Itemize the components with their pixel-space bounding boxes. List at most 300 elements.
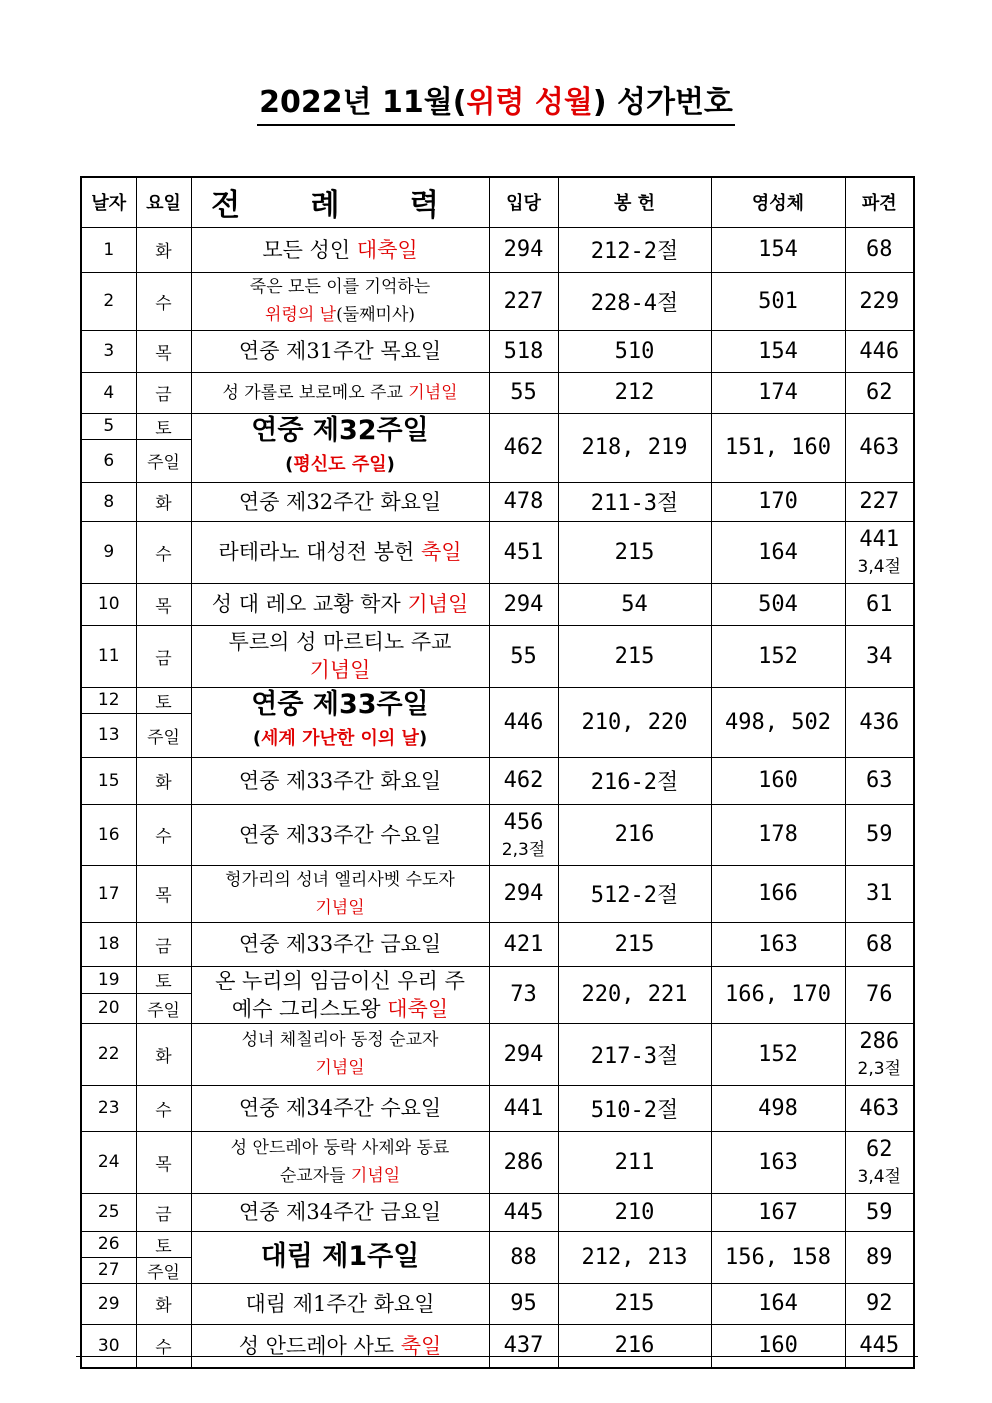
hymn-number: 501 [758, 288, 798, 314]
offertory-hymn-cell [558, 687, 711, 757]
title-suffix: ) 성가번호 [592, 85, 733, 120]
liturgy-name: 연중 제33주일 [251, 689, 429, 720]
hymn-schedule-table [80, 176, 915, 1369]
liturgy-name: 연중 제33주간 수요일 [238, 822, 442, 847]
entrance-hymn-cell [489, 966, 558, 1023]
table-row [81, 1231, 914, 1257]
recessional-hymn-cell [845, 687, 914, 757]
date-cell: 30 [81, 1324, 136, 1368]
liturgy-rank: 기념일 [309, 658, 371, 682]
sunday-subtitle-part: ( [252, 728, 262, 749]
communion-hymn-cell [711, 482, 845, 521]
hymn-number: 154 [758, 338, 798, 364]
liturgy-name: 헝가리의 성녀 엘리사벳 수도자 [225, 869, 455, 890]
liturgy-name-line2 [192, 656, 489, 684]
hymn-number: 154 [758, 237, 798, 262]
entrance-hymn-cell [489, 687, 558, 757]
hymn-number: 510 [614, 338, 655, 364]
day-of-week-cell: 주일 [136, 713, 191, 757]
sunday-subtitle-part: ) [386, 453, 395, 475]
entrance-hymn-cell [489, 372, 558, 413]
liturgy-name-cell [191, 1324, 489, 1368]
date-cell: 3 [81, 330, 136, 372]
page-title [0, 84, 992, 126]
hymn-number: 62 [866, 1137, 893, 1162]
bottom-rule [76, 1356, 918, 1357]
entrance-hymn-cell [489, 583, 558, 625]
offertory-hymn-cell [558, 625, 711, 687]
hymn-number: 212 [614, 380, 655, 405]
hymn-number: 227 [859, 489, 900, 514]
recessional-hymn-cell [845, 272, 914, 330]
offertory-hymn-cell [558, 372, 711, 413]
hymn-number: 163 [758, 1149, 798, 1175]
offertory-hymn-cell [558, 804, 711, 865]
header-offertory: 봉 헌 [558, 177, 711, 227]
sunday-subtitle-part: ( [285, 453, 294, 475]
day-of-week-cell: 목 [136, 583, 191, 625]
date-cell: 17 [81, 865, 136, 922]
header-date: 날자 [81, 177, 136, 227]
liturgy-name-cell [191, 1131, 489, 1193]
hymn-number: 294 [503, 881, 544, 906]
day-of-week-cell: 주일 [136, 1257, 191, 1283]
table-row [81, 1085, 914, 1131]
liturgy-name: 온 누리의 임금이신 우리 주 [215, 968, 465, 993]
date-cell: 24 [81, 1131, 136, 1193]
hymn-number: 61 [866, 591, 893, 617]
liturgy-name: 모든 성인 [262, 237, 357, 262]
liturgy-name-cont: 예수 그리스도왕 [231, 996, 388, 1021]
hymn-number: 170 [758, 489, 798, 514]
liturgy-name: 연중 제32주간 화요일 [238, 489, 442, 514]
table-row [81, 865, 914, 922]
hymn-number: 463 [859, 435, 900, 460]
date-cell: 12 [81, 687, 136, 713]
verse-note: 2,3절 [857, 1059, 901, 1079]
hymn-number: 68 [866, 931, 893, 957]
hymn-number: 95 [510, 1291, 537, 1316]
day-of-week-cell: 목 [136, 865, 191, 922]
hymn-number: 211 [614, 1149, 655, 1175]
entrance-hymn-cell [489, 272, 558, 330]
recessional-hymn-cell [845, 413, 914, 482]
communion-hymn-cell [711, 966, 845, 1023]
liturgy-name-cell [191, 1193, 489, 1231]
date-cell: 16 [81, 804, 136, 865]
day-of-week-cell: 주일 [136, 993, 191, 1023]
liturgy-name: 연중 제34주간 수요일 [238, 1096, 442, 1120]
entrance-hymn-cell [489, 330, 558, 372]
hymn-number: 498, 502 [725, 709, 831, 735]
communion-hymn-cell [711, 521, 845, 583]
communion-hymn-cell [711, 227, 845, 272]
hymn-number: 441 [859, 527, 900, 552]
communion-hymn-cell [711, 583, 845, 625]
liturgy-name: 성 가롤로 보로메오 주교 [222, 382, 409, 403]
table-row [81, 413, 914, 439]
communion-hymn-cell [711, 1231, 845, 1283]
liturgy-name: 연중 제31주간 목요일 [238, 339, 442, 363]
sunday-subtitle-part: 세계 가난한 이의 날 [261, 728, 419, 749]
hymn-number: 167 [758, 1199, 798, 1225]
table-row [81, 1023, 914, 1085]
date-cell: 5 [81, 413, 136, 439]
communion-hymn-cell [711, 1324, 845, 1368]
liturgy-name-cell [191, 804, 489, 865]
liturgy-name: 성녀 체칠리아 동정 순교자 [241, 1030, 439, 1050]
entrance-hymn-cell [489, 1023, 558, 1085]
date-cell: 19 [81, 966, 136, 993]
header-row [81, 177, 914, 227]
header-dow: 요일 [136, 177, 191, 227]
title-red: 위령 성월 [466, 85, 593, 120]
offertory-hymn-cell [558, 966, 711, 1023]
table-row [81, 583, 914, 625]
date-cell: 23 [81, 1085, 136, 1131]
entrance-hymn-cell [489, 865, 558, 922]
liturgy-rank: 대축일 [356, 237, 418, 262]
liturgy-rank: 기념일 [315, 1058, 365, 1078]
hymn-number: 446 [503, 709, 544, 735]
liturgy-name: 투르의 성 마르티노 주교 [228, 630, 452, 654]
hymn-number: 218, 219 [581, 435, 688, 460]
date-cell: 13 [81, 713, 136, 757]
offertory-hymn-cell [558, 757, 711, 804]
table-row [81, 227, 914, 272]
date-cell: 20 [81, 993, 136, 1023]
offertory-hymn-cell [558, 272, 711, 330]
day-of-week-cell: 화 [136, 757, 191, 804]
hymn-number: 227 [503, 288, 544, 314]
hymn-number: 92 [866, 1291, 893, 1316]
date-cell: 29 [81, 1283, 136, 1324]
recessional-hymn-cell [845, 1023, 914, 1085]
offertory-hymn-cell [558, 482, 711, 521]
title-prefix: 2022년 11월( [259, 85, 467, 120]
liturgy-name: 성 대 레오 교황 학자 [211, 592, 408, 616]
recessional-hymn-cell [845, 372, 914, 413]
communion-hymn-cell [711, 1193, 845, 1231]
day-of-week-cell: 화 [136, 1283, 191, 1324]
date-cell: 26 [81, 1231, 136, 1257]
day-of-week-cell: 금 [136, 372, 191, 413]
hymn-number: 229 [859, 288, 900, 314]
hymn-number: 210, 220 [581, 709, 688, 735]
date-cell: 9 [81, 521, 136, 583]
entrance-hymn-cell [489, 625, 558, 687]
liturgy-name-cell [191, 227, 489, 272]
communion-hymn-cell [711, 1085, 845, 1131]
date-cell: 2 [81, 272, 136, 330]
hymn-number: 152 [758, 643, 798, 669]
day-of-week-cell: 목 [136, 1131, 191, 1193]
header-calendar: 전 례 력 [191, 177, 489, 227]
communion-hymn-cell [711, 804, 845, 865]
liturgy-rank: 대축일 [387, 996, 449, 1021]
date-cell: 10 [81, 583, 136, 625]
date-cell: 1 [81, 227, 136, 272]
liturgy-name: 성 안드레아 사도 [238, 1333, 401, 1358]
day-of-week-cell: 금 [136, 922, 191, 966]
hymn-number: 437 [503, 1333, 544, 1359]
day-of-week-cell: 화 [136, 1023, 191, 1085]
entrance-hymn-cell [489, 1231, 558, 1283]
hymn-number: 212, 213 [581, 1244, 688, 1270]
offertory-hymn-cell [558, 1131, 711, 1193]
hymn-number: 217-3절 [590, 1043, 679, 1069]
date-cell: 18 [81, 922, 136, 966]
entrance-hymn-cell [489, 1131, 558, 1193]
offertory-hymn-cell [558, 1231, 711, 1283]
hymn-number: 215 [614, 643, 655, 669]
hymn-number: 462 [503, 435, 544, 460]
hymn-number: 212-2절 [590, 239, 679, 264]
hymn-number: 512-2절 [590, 883, 679, 908]
liturgy-rank: 축일 [421, 540, 462, 564]
recessional-hymn-cell [845, 1193, 914, 1231]
header-communion: 영성체 [711, 177, 845, 227]
offertory-hymn-cell [558, 1023, 711, 1085]
entrance-hymn-cell [489, 1193, 558, 1231]
date-cell: 11 [81, 625, 136, 687]
communion-hymn-cell [711, 687, 845, 757]
day-of-week-cell: 수 [136, 521, 191, 583]
hymn-number: 68 [866, 237, 893, 262]
communion-hymn-cell [711, 922, 845, 966]
table-row [81, 1193, 914, 1231]
recessional-hymn-cell [845, 330, 914, 372]
liturgy-name: 연중 제33주간 화요일 [238, 768, 442, 793]
date-cell: 4 [81, 372, 136, 413]
hymn-number: 456 [503, 809, 544, 835]
communion-hymn-cell [711, 1131, 845, 1193]
hymn-number: 166, 170 [725, 982, 831, 1007]
liturgy-name-cell [191, 687, 489, 757]
table-row [81, 330, 914, 372]
liturgy-name: 연중 제32주일 [251, 414, 429, 446]
table-row [81, 272, 914, 330]
liturgy-rank: 기념일 [315, 897, 365, 918]
entrance-hymn-cell [489, 804, 558, 865]
liturgy-name: 연중 제34주간 금요일 [238, 1200, 442, 1224]
hymn-number: 294 [503, 237, 544, 262]
offertory-hymn-cell [558, 1193, 711, 1231]
hymn-number: 498 [758, 1095, 798, 1121]
header-entrance: 입당 [489, 177, 558, 227]
table-row [81, 966, 914, 993]
communion-hymn-cell [711, 372, 845, 413]
communion-hymn-cell [711, 413, 845, 482]
offertory-hymn-cell [558, 1324, 711, 1368]
hymn-number: 286 [503, 1149, 544, 1175]
communion-hymn-cell [711, 1023, 845, 1085]
hymn-number: 216-2절 [590, 770, 679, 795]
entrance-hymn-cell [489, 1283, 558, 1324]
day-of-week-cell: 토 [136, 966, 191, 993]
hymn-number: 462 [503, 768, 544, 793]
communion-hymn-cell [711, 330, 845, 372]
hymn-number: 216 [614, 822, 655, 847]
hymn-number: 286 [859, 1029, 900, 1054]
hymn-number: 294 [503, 591, 544, 617]
table-row [81, 625, 914, 687]
offertory-hymn-cell [558, 413, 711, 482]
day-of-week-cell: 금 [136, 1193, 191, 1231]
table-row [81, 521, 914, 583]
recessional-hymn-cell [845, 227, 914, 272]
table-row [81, 1324, 914, 1368]
recessional-hymn-cell [845, 521, 914, 583]
hymn-number: 451 [503, 539, 544, 565]
offertory-hymn-cell [558, 583, 711, 625]
hymn-number: 164 [758, 1291, 798, 1316]
hymn-number: 63 [866, 768, 893, 793]
day-of-week-cell: 화 [136, 482, 191, 521]
entrance-hymn-cell [489, 413, 558, 482]
liturgy-name-cell [191, 966, 489, 1023]
recessional-hymn-cell [845, 804, 914, 865]
liturgy-name-cell [191, 272, 489, 330]
sunday-subtitle [192, 448, 489, 482]
liturgy-rank: 위령의 날 [264, 305, 337, 325]
liturgy-name: 죽은 모든 이를 기억하는 [249, 277, 431, 297]
day-of-week-cell: 금 [136, 625, 191, 687]
day-of-week-cell: 토 [136, 1231, 191, 1257]
hymn-number: 160 [758, 1333, 798, 1359]
liturgy-rank: 기념일 [408, 382, 458, 403]
liturgy-rank: 기념일 [407, 592, 469, 616]
offertory-hymn-cell [558, 521, 711, 583]
hymn-number: 55 [510, 380, 537, 405]
liturgy-name: 라테라노 대성전 봉헌 [218, 540, 422, 564]
hymn-number: 73 [510, 982, 537, 1007]
verse-note: 2,3절 [501, 839, 546, 860]
entrance-hymn-cell [489, 757, 558, 804]
table-row [81, 482, 914, 521]
table-row [81, 922, 914, 966]
date-cell: 22 [81, 1023, 136, 1085]
liturgy-name-cell [191, 330, 489, 372]
table-row [81, 372, 914, 413]
hymn-number: 34 [866, 643, 893, 669]
entrance-hymn-cell [489, 227, 558, 272]
recessional-hymn-cell [845, 583, 914, 625]
hymn-number: 88 [510, 1244, 537, 1270]
communion-hymn-cell [711, 865, 845, 922]
recessional-hymn-cell [845, 865, 914, 922]
communion-hymn-cell [711, 1283, 845, 1324]
table-row [81, 1131, 914, 1193]
offertory-hymn-cell [558, 865, 711, 922]
liturgy-name: 성 안드레아 둥락 사제와 동료 [230, 1138, 450, 1158]
date-cell: 15 [81, 757, 136, 804]
liturgy-name-cell [191, 482, 489, 521]
hymn-number: 76 [866, 982, 893, 1007]
offertory-hymn-cell [558, 1283, 711, 1324]
liturgy-name-cell [191, 922, 489, 966]
recessional-hymn-cell [845, 1324, 914, 1368]
liturgy-name-cell [191, 583, 489, 625]
recessional-hymn-cell [845, 757, 914, 804]
hymn-number: 151, 160 [725, 435, 831, 460]
hymn-number: 216 [614, 1333, 655, 1359]
liturgy-name-cell [191, 757, 489, 804]
hymn-number: 220, 221 [581, 982, 688, 1007]
hymn-number: 215 [614, 931, 655, 957]
hymn-number: 215 [614, 1291, 655, 1316]
liturgy-name-cell [191, 372, 489, 413]
hymn-number: 478 [503, 489, 544, 514]
liturgy-name: 대림 제1주일 [260, 1241, 420, 1272]
liturgy-name-cont: 순교자들 [279, 1166, 351, 1186]
hymn-number: 174 [758, 380, 798, 405]
hymn-number: 178 [758, 822, 798, 847]
header-recessional: 파견 [845, 177, 914, 227]
liturgy-name-line2 [192, 1054, 489, 1082]
entrance-hymn-cell [489, 922, 558, 966]
hymn-number: 510-2절 [590, 1097, 679, 1123]
recessional-hymn-cell [845, 625, 914, 687]
liturgy-name: 연중 제33주간 금요일 [238, 932, 442, 956]
liturgy-note: (둘째미사) [336, 305, 416, 325]
hymn-number: 445 [503, 1199, 544, 1225]
liturgy-name-line2 [192, 995, 489, 1023]
liturgy-rank: 축일 [400, 1333, 442, 1358]
recessional-hymn-cell [845, 1085, 914, 1131]
liturgy-name-cell [191, 521, 489, 583]
table-row [81, 1283, 914, 1324]
liturgy-name-cell [191, 865, 489, 922]
day-of-week-cell: 수 [136, 804, 191, 865]
date-cell: 25 [81, 1193, 136, 1231]
hymn-number: 166 [758, 881, 798, 906]
hymn-number: 55 [510, 643, 537, 669]
recessional-hymn-cell [845, 1283, 914, 1324]
hymn-number: 163 [758, 931, 798, 957]
hymn-number: 228-4절 [590, 290, 679, 316]
day-of-week-cell: 토 [136, 413, 191, 439]
liturgy-name-cell [191, 1231, 489, 1283]
table-row [81, 757, 914, 804]
verse-note: 3,4절 [857, 1167, 901, 1187]
hymn-number: 164 [758, 539, 798, 565]
hymn-number: 210 [614, 1199, 655, 1225]
hymn-number: 446 [859, 338, 900, 364]
table-row [81, 804, 914, 865]
liturgy-name-line2 [192, 894, 489, 922]
recessional-hymn-cell [845, 1131, 914, 1193]
liturgy-name-line2 [192, 1162, 489, 1190]
offertory-hymn-cell [558, 330, 711, 372]
hymn-number: 156, 158 [725, 1244, 831, 1270]
hymn-number: 421 [503, 931, 544, 957]
hymn-number: 463 [859, 1095, 900, 1121]
offertory-hymn-cell [558, 1085, 711, 1131]
sunday-subtitle-part: 평신도 주일 [293, 453, 387, 475]
hymn-number: 441 [503, 1095, 544, 1121]
hymn-number: 59 [866, 822, 893, 847]
day-of-week-cell: 화 [136, 227, 191, 272]
day-of-week-cell: 수 [136, 1085, 191, 1131]
recessional-hymn-cell [845, 966, 914, 1023]
day-of-week-cell: 토 [136, 687, 191, 713]
hymn-number: 54 [621, 591, 648, 617]
liturgy-name-cell [191, 1023, 489, 1085]
day-of-week-cell: 수 [136, 1324, 191, 1368]
day-of-week-cell: 주일 [136, 439, 191, 482]
hymn-number: 211-3절 [590, 491, 679, 516]
